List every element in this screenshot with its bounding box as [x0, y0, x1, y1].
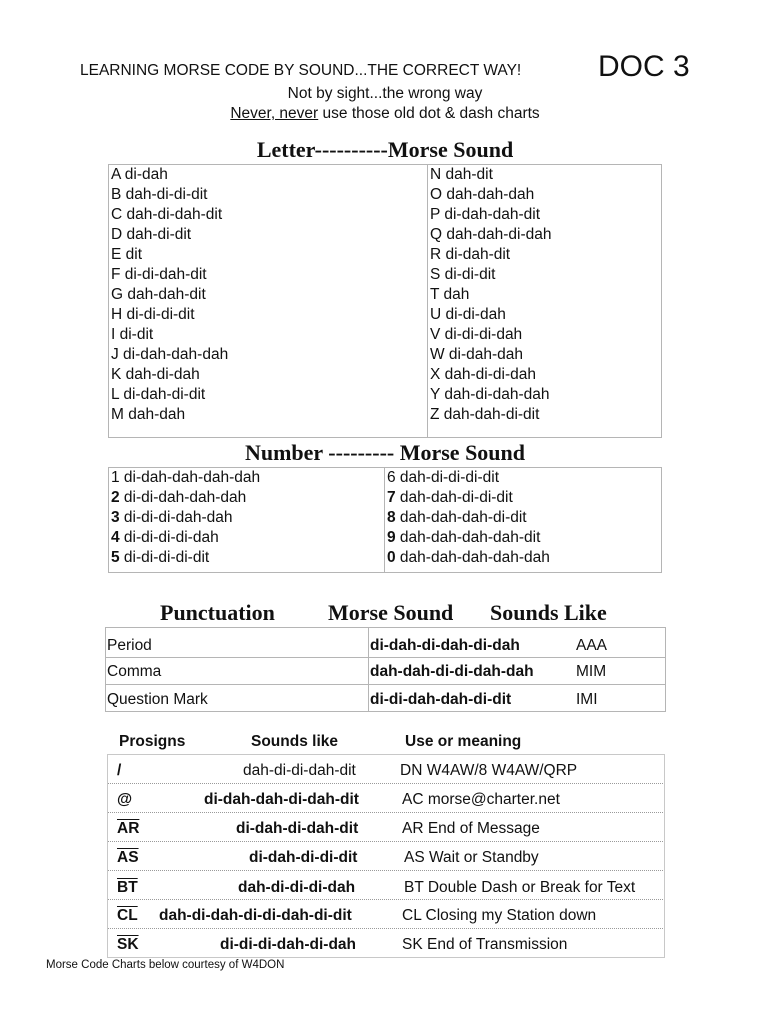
- prosign-symbol: $\overline{AR}$: [117, 820, 140, 837]
- prosigns-col1-header: Prosigns: [119, 733, 186, 750]
- prosign-code: di-dah-dah-di-dah-dit: [204, 791, 359, 808]
- number-entry: [387, 528, 550, 548]
- prosign-meaning: CL Closing my Station down: [402, 907, 597, 924]
- letter-entry: S di-di-dit: [430, 266, 496, 283]
- prosign-code: di-di-di-dah-di-dah: [220, 936, 357, 953]
- number-digit: 7: [387, 489, 396, 506]
- letter-entry: D dah-di-dit: [111, 226, 192, 243]
- punctuation-row-line: [105, 657, 665, 658]
- letter-entry: H di-di-di-dit: [111, 306, 195, 323]
- letter-entry: Y dah-di-dah-dah: [430, 386, 550, 403]
- punctuation-col3-header: Sounds Like: [490, 600, 607, 625]
- letter-entry: G dah-dah-dit: [111, 286, 206, 303]
- number-digit: 0: [387, 549, 396, 566]
- number-entry: [387, 468, 550, 488]
- prosign-row-separator: [108, 870, 663, 871]
- number-entry: [387, 508, 550, 528]
- punctuation-col1-header: Punctuation: [160, 600, 275, 625]
- prosign-meaning: DN W4AW/8 W4AW/QRP: [400, 762, 578, 779]
- prosign-row-separator: [108, 841, 663, 842]
- number-digit: 3: [111, 509, 120, 526]
- prosign-meaning: AR End of Message: [402, 820, 540, 837]
- letter-entry: T dah: [430, 286, 470, 303]
- prosign-code: dah-di-di-dah-dit: [243, 762, 356, 779]
- number-entry: [111, 528, 260, 548]
- header-warning: [0, 105, 770, 123]
- letter-entry: K dah-di-dah: [111, 366, 200, 383]
- number-entry: [111, 468, 260, 488]
- prosign-row-separator: [108, 899, 663, 900]
- number-digit: 6: [387, 469, 396, 486]
- prosigns-col3-header: Use or meaning: [405, 733, 522, 750]
- letters-left-column: [111, 165, 228, 425]
- letter-entry: L di-dah-di-dit: [111, 386, 206, 403]
- letters-divider: [427, 164, 428, 437]
- header-title: LEARNING MORSE CODE BY SOUND...THE CORRECT WAY!: [80, 62, 522, 79]
- punctuation-row-line: [105, 684, 665, 685]
- punctuation-divider: [368, 627, 369, 711]
- prosign-symbol: $\overline{SK}$: [117, 936, 139, 953]
- punctuation-sounds-like: MIM: [576, 663, 607, 680]
- warning-emphasis: Never, never: [230, 105, 319, 122]
- number-entry: [111, 548, 260, 568]
- doc-label: DOC 3: [598, 50, 690, 83]
- letter-entry: N dah-dit: [430, 166, 493, 183]
- prosign-code: dah-di-dah-di-di-dah-di-dit: [159, 907, 352, 924]
- numbers-divider: [384, 467, 385, 572]
- number-code: di-di-di-di-dit: [119, 549, 210, 566]
- letter-entry: C dah-di-dah-dit: [111, 206, 223, 223]
- letter-entry: Z dah-dah-di-dit: [430, 406, 540, 423]
- numbers-left-column: [111, 468, 260, 568]
- number-code: di-di-di-dah-dah: [119, 509, 233, 526]
- number-code: di-di-dah-dah-dah: [119, 489, 247, 506]
- letter-entry: O dah-dah-dah: [430, 186, 535, 203]
- header-subtitle: Not by sight...the wrong way: [287, 85, 483, 102]
- prosign-meaning: SK End of Transmission: [402, 936, 568, 953]
- prosign-row-separator: [108, 783, 663, 784]
- numbers-right-column: [387, 468, 550, 568]
- prosign-symbol: $\overline{AS}$: [117, 849, 139, 866]
- prosign-symbol: /: [117, 762, 122, 779]
- letter-entry: J di-dah-dah-dah: [111, 346, 229, 363]
- prosign-row-separator: [108, 812, 663, 813]
- number-code: dah-dah-di-di-dit: [395, 489, 513, 506]
- warning-rest: use those old dot & dash charts: [318, 105, 540, 122]
- letter-entry: V di-di-di-dah: [430, 326, 523, 343]
- letters-title: Letter----------Morse Sound: [256, 137, 514, 162]
- number-entry: [111, 508, 260, 528]
- number-digit: 8: [387, 509, 396, 526]
- prosign-symbol: $\overline{CL}$: [117, 907, 138, 924]
- punctuation-code: di-di-dah-dah-di-dit: [370, 691, 512, 708]
- number-code: di-dah-dah-dah-dah: [119, 469, 261, 486]
- number-code: dah-dah-dah-dah-dit: [395, 529, 541, 546]
- letters-right-column: [430, 165, 552, 425]
- punctuation-name: Question Mark: [107, 691, 208, 708]
- prosign-meaning: BT Double Dash or Break for Text: [404, 879, 636, 896]
- number-code: dah-dah-dah-di-dit: [395, 509, 527, 526]
- numbers-title: Number --------- Morse Sound: [244, 440, 526, 465]
- number-digit: 1: [111, 469, 120, 486]
- number-entry: [387, 488, 550, 508]
- number-code: dah-dah-dah-dah-dah: [395, 549, 550, 566]
- punctuation-name: Comma: [107, 663, 162, 680]
- number-digit: 4: [111, 529, 120, 546]
- prosign-symbol: $\overline{BT}$: [117, 879, 138, 896]
- prosign-row-separator: [108, 928, 663, 929]
- letter-entry: B dah-di-di-dit: [111, 186, 208, 203]
- letter-entry: Q dah-dah-di-dah: [430, 226, 552, 243]
- number-code: di-di-di-di-dah: [119, 529, 219, 546]
- letter-entry: R di-dah-dit: [430, 246, 511, 263]
- prosign-meaning: AS Wait or Standby: [404, 849, 539, 866]
- punctuation-sounds-like: IMI: [576, 691, 598, 708]
- prosign-meaning: AC morse@charter.net: [402, 791, 560, 808]
- prosigns-col2-header: Sounds like: [251, 733, 338, 750]
- letter-entry: E dit: [111, 246, 143, 263]
- number-digit: 9: [387, 529, 396, 546]
- number-digit: 2: [111, 489, 120, 506]
- footer-credit: Morse Code Charts below courtesy of W4DON: [46, 959, 285, 971]
- punctuation-col2-header: Morse Sound: [328, 600, 454, 625]
- letter-entry: I di-dit: [111, 326, 154, 343]
- punctuation-code: di-dah-di-dah-di-dah: [370, 637, 520, 654]
- number-entry: [387, 548, 550, 568]
- letter-entry: A di-dah: [111, 166, 168, 183]
- punctuation-code: dah-dah-di-di-dah-dah: [370, 663, 534, 680]
- letter-entry: M dah-dah: [111, 406, 186, 423]
- prosign-code: dah-di-di-di-dah: [238, 879, 356, 896]
- letter-entry: F di-di-dah-dit: [111, 266, 207, 283]
- number-entry: [111, 488, 260, 508]
- letter-entry: W di-dah-dah: [430, 346, 524, 363]
- letter-entry: X dah-di-di-dah: [430, 366, 536, 383]
- letter-entry: U di-di-dah: [430, 306, 506, 323]
- prosign-symbol: @: [117, 791, 133, 808]
- punctuation-sounds-like: AAA: [576, 637, 608, 654]
- prosign-code: di-dah-di-di-dit: [249, 849, 358, 866]
- number-digit: 5: [111, 549, 120, 566]
- prosign-code: di-dah-di-dah-dit: [236, 820, 359, 837]
- punctuation-name: Period: [107, 637, 152, 654]
- letter-entry: P di-dah-dah-dit: [430, 206, 541, 223]
- number-code: dah-di-di-di-dit: [395, 469, 500, 486]
